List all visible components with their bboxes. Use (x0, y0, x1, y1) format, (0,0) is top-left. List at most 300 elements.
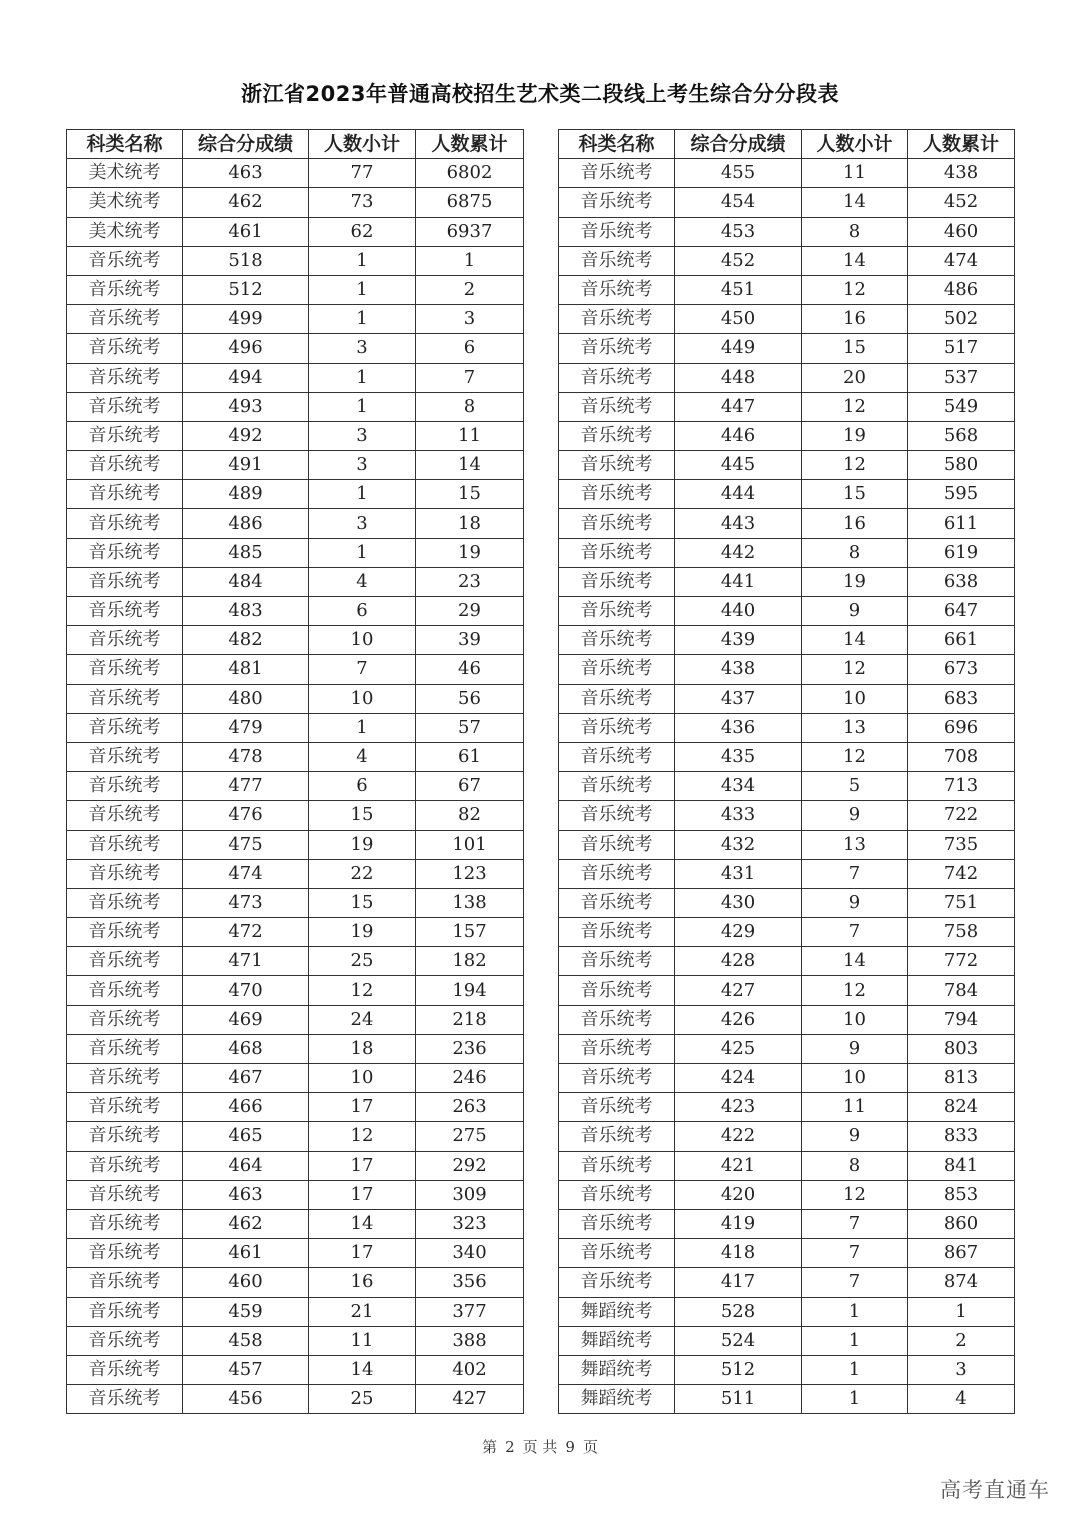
cell-count: 20 (802, 363, 908, 392)
cell-count: 10 (309, 626, 416, 655)
table-header-row (67, 130, 524, 159)
cell-count: 4 (309, 567, 416, 596)
cell-count: 19 (309, 830, 416, 859)
cell-score: 444 (675, 480, 802, 509)
cell-score: 452 (675, 246, 802, 275)
cell-score: 465 (183, 1122, 309, 1151)
cell-count: 9 (802, 1122, 908, 1151)
cell-count: 8 (802, 538, 908, 567)
table-row (559, 538, 1015, 567)
cell-cumulative: 263 (416, 1093, 524, 1122)
cell-category: 音乐统考 (559, 246, 675, 275)
cell-count: 14 (309, 1355, 416, 1384)
table-row (67, 567, 524, 596)
table-row (559, 597, 1015, 626)
table-row (559, 217, 1015, 246)
cell-count: 12 (309, 976, 416, 1005)
cell-category: 音乐统考 (67, 451, 183, 480)
cell-category: 音乐统考 (67, 1209, 183, 1238)
cell-category: 音乐统考 (559, 859, 675, 888)
cell-cumulative: 1 (416, 246, 524, 275)
cell-score: 484 (183, 567, 309, 596)
cell-count: 4 (309, 742, 416, 771)
table-row (67, 334, 524, 363)
cell-category: 音乐统考 (67, 655, 183, 684)
table-row (67, 217, 524, 246)
cell-count: 73 (309, 188, 416, 217)
cell-count: 1 (309, 713, 416, 742)
table-row (559, 275, 1015, 304)
cell-category: 音乐统考 (559, 1093, 675, 1122)
cell-category: 音乐统考 (67, 1093, 183, 1122)
column-header-count: 人数小计 (802, 130, 908, 159)
cell-cumulative: 377 (416, 1297, 524, 1326)
table-row (559, 334, 1015, 363)
column-header-category: 科类名称 (559, 130, 675, 159)
cell-cumulative: 502 (908, 305, 1015, 334)
cell-cumulative: 661 (908, 626, 1015, 655)
footer-prefix: 第 (482, 1438, 498, 1456)
cell-cumulative: 402 (416, 1355, 524, 1384)
cell-score: 450 (675, 305, 802, 334)
table-row (67, 655, 524, 684)
cell-category: 音乐统考 (559, 1122, 675, 1151)
cell-cumulative: 323 (416, 1209, 524, 1238)
cell-category: 音乐统考 (559, 363, 675, 392)
cell-score: 474 (183, 859, 309, 888)
cell-cumulative: 568 (908, 421, 1015, 450)
cell-cumulative: 683 (908, 684, 1015, 713)
cell-category: 音乐统考 (67, 1151, 183, 1180)
footer-page-number: 2 (505, 1438, 515, 1456)
cell-cumulative: 4 (908, 1385, 1015, 1414)
cell-count: 7 (802, 1239, 908, 1268)
cell-category: 音乐统考 (559, 1209, 675, 1238)
cell-category: 音乐统考 (67, 567, 183, 596)
table-row (67, 1064, 524, 1093)
cell-count: 12 (802, 655, 908, 684)
cell-count: 14 (802, 246, 908, 275)
cell-count: 12 (802, 392, 908, 421)
cell-count: 1 (802, 1355, 908, 1384)
cell-cumulative: 340 (416, 1239, 524, 1268)
cell-score: 481 (183, 655, 309, 684)
table-row (559, 159, 1015, 188)
cell-cumulative: 867 (908, 1239, 1015, 1268)
cell-count: 1 (802, 1297, 908, 1326)
cell-score: 466 (183, 1093, 309, 1122)
table-row (67, 772, 524, 801)
cell-score: 446 (675, 421, 802, 450)
cell-category: 音乐统考 (559, 480, 675, 509)
cell-score: 437 (675, 684, 802, 713)
cell-category: 音乐统考 (67, 918, 183, 947)
cell-score: 480 (183, 684, 309, 713)
table-row (67, 626, 524, 655)
table-row (67, 1297, 524, 1326)
table-row (559, 1209, 1015, 1238)
cell-category: 音乐统考 (67, 1005, 183, 1034)
cell-score: 448 (675, 363, 802, 392)
cell-score: 483 (183, 597, 309, 626)
cell-score: 418 (675, 1239, 802, 1268)
cell-score: 528 (675, 1297, 802, 1326)
cell-count: 11 (802, 1093, 908, 1122)
cell-score: 442 (675, 538, 802, 567)
cell-category: 音乐统考 (67, 1268, 183, 1297)
cell-score: 473 (183, 888, 309, 917)
cell-cumulative: 486 (908, 275, 1015, 304)
cell-score: 459 (183, 1297, 309, 1326)
cell-category: 音乐统考 (559, 567, 675, 596)
table-row (67, 480, 524, 509)
cell-score: 422 (675, 1122, 802, 1151)
cell-category: 音乐统考 (559, 421, 675, 450)
cell-count: 3 (309, 451, 416, 480)
cell-score: 424 (675, 1064, 802, 1093)
table-row (559, 451, 1015, 480)
cell-category: 音乐统考 (559, 918, 675, 947)
cell-score: 440 (675, 597, 802, 626)
cell-count: 3 (309, 509, 416, 538)
cell-count: 18 (309, 1034, 416, 1063)
cell-score: 457 (183, 1355, 309, 1384)
cell-count: 15 (309, 888, 416, 917)
cell-cumulative: 460 (908, 217, 1015, 246)
cell-score: 494 (183, 363, 309, 392)
table-row (559, 188, 1015, 217)
cell-category: 音乐统考 (67, 1385, 183, 1414)
cell-score: 419 (675, 1209, 802, 1238)
cell-category: 音乐统考 (559, 597, 675, 626)
table-row (67, 918, 524, 947)
cell-category: 音乐统考 (67, 509, 183, 538)
cell-score: 436 (675, 713, 802, 742)
cell-score: 453 (675, 217, 802, 246)
cell-count: 24 (309, 1005, 416, 1034)
table-header-row (559, 130, 1015, 159)
cell-cumulative: 841 (908, 1151, 1015, 1180)
table-row (559, 1151, 1015, 1180)
cell-cumulative: 1 (908, 1297, 1015, 1326)
cell-score: 435 (675, 742, 802, 771)
cell-cumulative: 15 (416, 480, 524, 509)
table-row (67, 1326, 524, 1355)
table-row (559, 684, 1015, 713)
table-row (559, 859, 1015, 888)
cell-category: 音乐统考 (559, 1034, 675, 1063)
cell-cumulative: 388 (416, 1326, 524, 1355)
cell-cumulative: 794 (908, 1005, 1015, 1034)
cell-category: 音乐统考 (559, 1268, 675, 1297)
cell-category: 音乐统考 (67, 713, 183, 742)
cell-count: 8 (802, 1151, 908, 1180)
cell-category: 音乐统考 (559, 888, 675, 917)
cell-category: 音乐统考 (67, 1297, 183, 1326)
score-table-right (558, 129, 1015, 1414)
cell-score: 460 (183, 1268, 309, 1297)
cell-count: 8 (802, 217, 908, 246)
cell-count: 21 (309, 1297, 416, 1326)
table-row (67, 888, 524, 917)
cell-score: 456 (183, 1385, 309, 1414)
cell-cumulative: 194 (416, 976, 524, 1005)
table-row (559, 509, 1015, 538)
cell-count: 9 (802, 1034, 908, 1063)
cell-score: 478 (183, 742, 309, 771)
table-row (559, 976, 1015, 1005)
cell-score: 441 (675, 567, 802, 596)
table-row (559, 363, 1015, 392)
cell-count: 14 (802, 947, 908, 976)
table-row (67, 742, 524, 771)
cell-cumulative: 833 (908, 1122, 1015, 1151)
cell-cumulative: 517 (908, 334, 1015, 363)
cell-cumulative: 696 (908, 713, 1015, 742)
cell-category: 音乐统考 (559, 1064, 675, 1093)
cell-count: 16 (802, 509, 908, 538)
cell-category: 音乐统考 (559, 772, 675, 801)
cell-count: 1 (802, 1326, 908, 1355)
cell-score: 439 (675, 626, 802, 655)
cell-cumulative: 56 (416, 684, 524, 713)
table-row (67, 509, 524, 538)
cell-count: 9 (802, 888, 908, 917)
cell-category: 音乐统考 (559, 1180, 675, 1209)
cell-category: 舞蹈统考 (559, 1326, 675, 1355)
cell-cumulative: 619 (908, 538, 1015, 567)
cell-score: 432 (675, 830, 802, 859)
cell-cumulative: 236 (416, 1034, 524, 1063)
cell-score: 486 (183, 509, 309, 538)
cell-cumulative: 246 (416, 1064, 524, 1093)
column-header-category: 科类名称 (67, 130, 183, 159)
table-row (559, 1093, 1015, 1122)
page-title: 浙江省2023年普通高校招生艺术类二段线上考生综合分分段表 (241, 82, 839, 106)
cell-score: 472 (183, 918, 309, 947)
table-row (67, 246, 524, 275)
cell-category: 音乐统考 (559, 684, 675, 713)
table-row (67, 1180, 524, 1209)
cell-category: 音乐统考 (67, 1180, 183, 1209)
cell-count: 25 (309, 947, 416, 976)
watermark-logo-text: 高考直通车 (940, 1478, 1050, 1502)
cell-count: 17 (309, 1239, 416, 1268)
cell-score: 477 (183, 772, 309, 801)
cell-score: 511 (675, 1385, 802, 1414)
cell-category: 美术统考 (67, 159, 183, 188)
cell-cumulative: 46 (416, 655, 524, 684)
cell-count: 9 (802, 597, 908, 626)
cell-count: 7 (802, 859, 908, 888)
cell-score: 454 (675, 188, 802, 217)
footer-middle: 页 共 (522, 1438, 558, 1456)
cell-category: 音乐统考 (559, 655, 675, 684)
cell-cumulative: 29 (416, 597, 524, 626)
cell-category: 音乐统考 (67, 538, 183, 567)
cell-count: 19 (802, 567, 908, 596)
table-row (559, 1122, 1015, 1151)
cell-count: 10 (802, 1064, 908, 1093)
cell-cumulative: 61 (416, 742, 524, 771)
table-row (559, 1180, 1015, 1209)
cell-category: 音乐统考 (559, 217, 675, 246)
cell-category: 音乐统考 (559, 947, 675, 976)
cell-category: 舞蹈统考 (559, 1297, 675, 1326)
footer-suffix: 页 (582, 1438, 598, 1456)
cell-cumulative: 6875 (416, 188, 524, 217)
cell-count: 1 (309, 480, 416, 509)
cell-cumulative: 57 (416, 713, 524, 742)
cell-category: 音乐统考 (559, 538, 675, 567)
cell-score: 463 (183, 1180, 309, 1209)
table-row (67, 976, 524, 1005)
cell-score: 430 (675, 888, 802, 917)
cell-cumulative: 580 (908, 451, 1015, 480)
score-table-left (66, 129, 524, 1414)
cell-count: 15 (802, 480, 908, 509)
table-row (559, 655, 1015, 684)
cell-category: 音乐统考 (67, 1355, 183, 1384)
table-row (67, 538, 524, 567)
cell-category: 音乐统考 (67, 480, 183, 509)
cell-count: 1 (309, 363, 416, 392)
cell-score: 429 (675, 918, 802, 947)
column-header-count: 人数小计 (309, 130, 416, 159)
cell-cumulative: 722 (908, 801, 1015, 830)
table-row (559, 713, 1015, 742)
cell-cumulative: 647 (908, 597, 1015, 626)
cell-cumulative: 39 (416, 626, 524, 655)
cell-count: 22 (309, 859, 416, 888)
cell-score: 524 (675, 1326, 802, 1355)
cell-cumulative: 708 (908, 742, 1015, 771)
cell-score: 476 (183, 801, 309, 830)
table-row (559, 480, 1015, 509)
table-row (67, 188, 524, 217)
table-row (67, 363, 524, 392)
cell-cumulative: 8 (416, 392, 524, 421)
table-row (67, 275, 524, 304)
cell-score: 431 (675, 859, 802, 888)
cell-cumulative: 824 (908, 1093, 1015, 1122)
table-row (67, 421, 524, 450)
cell-cumulative: 3 (908, 1355, 1015, 1384)
cell-cumulative: 452 (908, 188, 1015, 217)
table-row (67, 801, 524, 830)
table-row (67, 159, 524, 188)
cell-cumulative: 6802 (416, 159, 524, 188)
cell-score: 425 (675, 1034, 802, 1063)
cell-cumulative: 14 (416, 451, 524, 480)
page-footer (0, 1436, 1080, 1457)
table-row (559, 305, 1015, 334)
cell-count: 10 (309, 684, 416, 713)
column-header-score: 综合分成绩 (675, 130, 802, 159)
cell-count: 12 (802, 275, 908, 304)
cell-count: 14 (802, 188, 908, 217)
cell-score: 420 (675, 1180, 802, 1209)
cell-score: 512 (183, 275, 309, 304)
cell-category: 音乐统考 (559, 305, 675, 334)
table-row (559, 392, 1015, 421)
column-header-score: 综合分成绩 (183, 130, 309, 159)
cell-score: 492 (183, 421, 309, 450)
cell-cumulative: 595 (908, 480, 1015, 509)
cell-count: 11 (309, 1326, 416, 1355)
cell-cumulative: 549 (908, 392, 1015, 421)
table-row (559, 626, 1015, 655)
cell-cumulative: 638 (908, 567, 1015, 596)
cell-category: 音乐统考 (67, 363, 183, 392)
table-row (559, 567, 1015, 596)
cell-cumulative: 784 (908, 976, 1015, 1005)
cell-count: 1 (802, 1385, 908, 1414)
cell-category: 音乐统考 (559, 1151, 675, 1180)
cell-cumulative: 23 (416, 567, 524, 596)
cell-category: 音乐统考 (559, 713, 675, 742)
cell-cumulative: 803 (908, 1034, 1015, 1063)
table-row (67, 1385, 524, 1414)
column-header-cumulative: 人数累计 (908, 130, 1015, 159)
cell-category: 音乐统考 (67, 888, 183, 917)
cell-count: 11 (802, 159, 908, 188)
table-row (559, 1064, 1015, 1093)
cell-count: 6 (309, 597, 416, 626)
cell-category: 音乐统考 (559, 509, 675, 538)
cell-count: 77 (309, 159, 416, 188)
table-row (559, 246, 1015, 275)
cell-category: 音乐统考 (559, 1239, 675, 1268)
cell-cumulative: 82 (416, 801, 524, 830)
table-row (67, 859, 524, 888)
cell-score: 462 (183, 1209, 309, 1238)
table-row (559, 1326, 1015, 1355)
table-row (67, 1151, 524, 1180)
cell-category: 音乐统考 (67, 801, 183, 830)
cell-cumulative: 157 (416, 918, 524, 947)
cell-count: 14 (802, 626, 908, 655)
table-row (67, 451, 524, 480)
cell-category: 音乐统考 (67, 1122, 183, 1151)
cell-count: 1 (309, 538, 416, 567)
table-row (67, 947, 524, 976)
cell-score: 471 (183, 947, 309, 976)
table-row (559, 918, 1015, 947)
cell-score: 496 (183, 334, 309, 363)
table-row (67, 305, 524, 334)
cell-category: 音乐统考 (559, 334, 675, 363)
footer-total-pages: 9 (565, 1438, 575, 1456)
cell-score: 470 (183, 976, 309, 1005)
table-row (559, 772, 1015, 801)
cell-cumulative: 474 (908, 246, 1015, 275)
cell-score: 467 (183, 1064, 309, 1093)
cell-score: 475 (183, 830, 309, 859)
cell-score: 455 (675, 159, 802, 188)
table-row (559, 1034, 1015, 1063)
cell-cumulative: 138 (416, 888, 524, 917)
cell-count: 10 (309, 1064, 416, 1093)
cell-count: 1 (309, 246, 416, 275)
cell-score: 438 (675, 655, 802, 684)
cell-category: 音乐统考 (559, 1005, 675, 1034)
column-header-cumulative: 人数累计 (416, 130, 524, 159)
cell-score: 493 (183, 392, 309, 421)
cell-category: 音乐统考 (67, 421, 183, 450)
cell-score: 451 (675, 275, 802, 304)
cell-score: 428 (675, 947, 802, 976)
